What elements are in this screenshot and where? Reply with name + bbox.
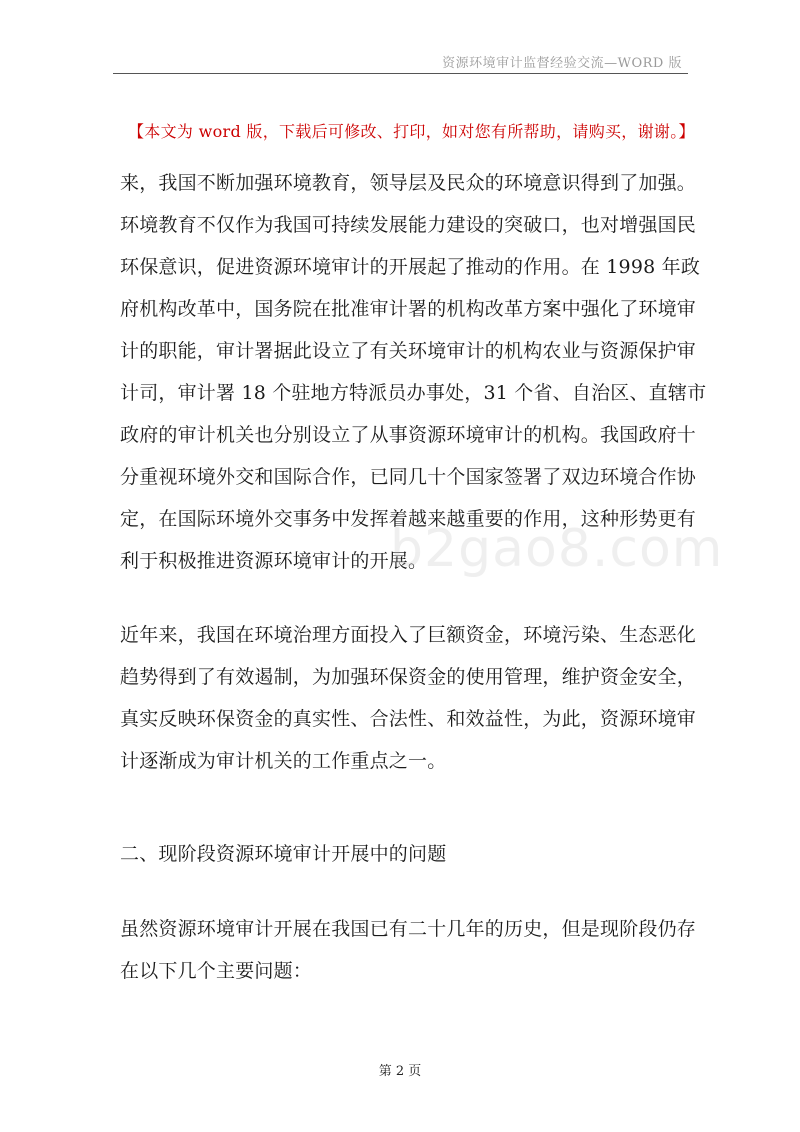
section-heading-text: 二、现阶段资源环境审计开展中的问题 <box>120 843 447 865</box>
paragraph-line: 来，我国不断加强环境教育，领导层及民众的环境意识得到了加强。 <box>120 172 697 194</box>
paragraph-line: 定，在国际环境外交事务中发挥着越来越重要的作用，这种形势更有 <box>120 508 697 530</box>
paragraph-line: 计司，审计署 18 个驻地方特派员办事处，31 个省、自治区、直辖市 <box>120 382 707 404</box>
paragraph-line: 计的职能，审计署据此设立了有关环境审计的机构农业与资源保护审 <box>120 340 697 362</box>
body-paragraph <box>120 162 707 582</box>
section-heading <box>120 833 690 875</box>
paragraph-line: 府机构改革中，国务院在批准审计署的机构改革方案中强化了环境审 <box>120 298 697 320</box>
paragraph-line: 利于积极推进资源环境审计的开展。 <box>120 550 428 572</box>
page-number: 第 2 页 <box>378 1064 422 1079</box>
paragraph-line: 政府的审计机关也分别设立了从事资源环境审计的机构。我国政府十 <box>120 424 697 446</box>
paragraph-line: 虽然资源环境审计开展在我国已有二十几年的历史，但是现阶段仍存 <box>120 918 697 940</box>
paragraph-line: 分重视环境外交和国际合作，已同几十个国家签署了双边环境合作协 <box>120 466 697 488</box>
paragraph-line: 环境教育不仅作为我国可持续发展能力建设的突破口，也对增强国民 <box>120 214 697 236</box>
paragraph-line: 计逐渐成为审计机关的工作重点之一。 <box>120 750 447 772</box>
paragraph-line: 近年来，我国在环境治理方面投入了巨额资金，环境污染、生态恶化 <box>120 624 697 646</box>
purchase-notice: 【本文为 word 版，下载后可修改、打印，如对您有所帮助，请购买，谢谢。】 <box>128 122 695 141</box>
paragraph-line: 在以下几个主要问题： <box>120 960 313 982</box>
paragraph-line: 环保意识，促进资源环境审计的开展起了推动的作用。在 1998 年政 <box>120 256 701 278</box>
running-header: 资源环境审计监督经验交流—WORD 版 <box>442 56 682 71</box>
paragraph-line: 真实反映环保资金的真实性、合法性、和效益性，为此，资源环境审 <box>120 708 697 730</box>
body-paragraph <box>120 614 697 782</box>
watermark: b2gao8.com <box>390 519 724 579</box>
paragraph-line: 趋势得到了有效遏制，为加强环保资金的使用管理，维护资金安全， <box>120 666 697 688</box>
header-divider <box>113 73 688 74</box>
body-paragraph <box>120 908 697 992</box>
